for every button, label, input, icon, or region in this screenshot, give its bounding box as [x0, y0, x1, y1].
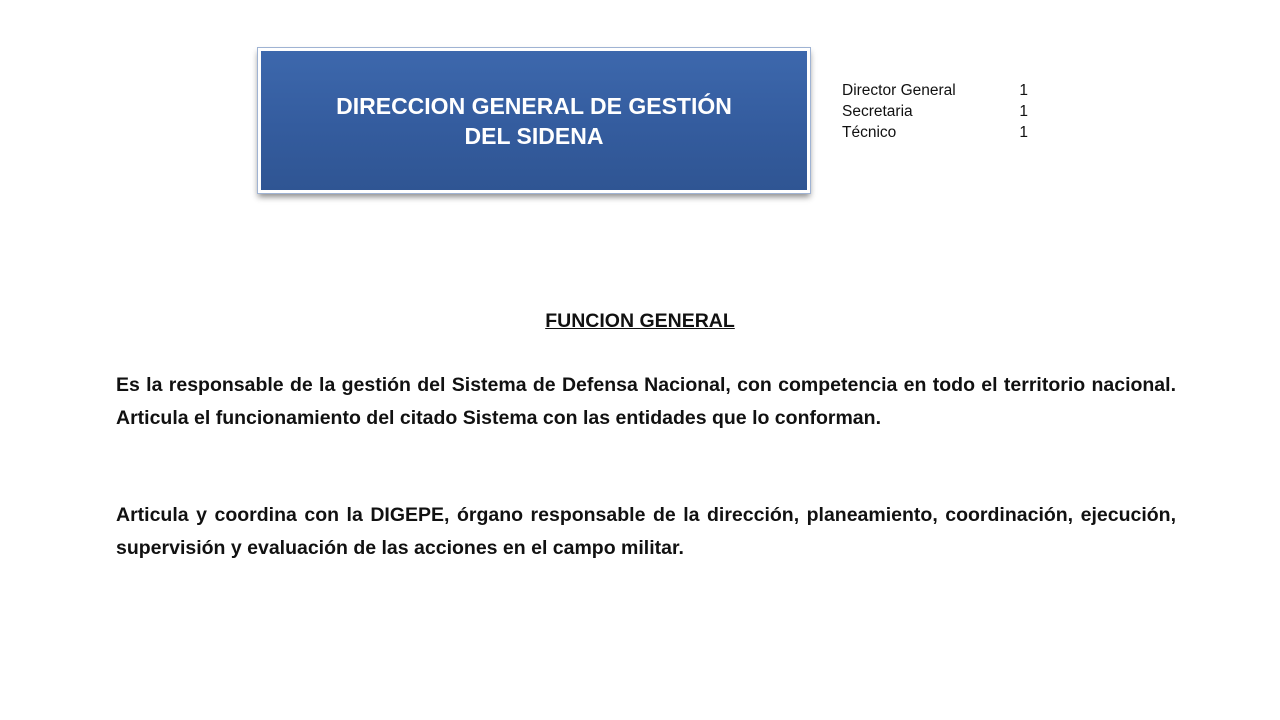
staff-row — [842, 80, 1028, 101]
function-paragraph-2: Articula y coordina con la DIGEPE, órgano responsable de la dirección, planeamiento, coordinación, ejecución, supervisión y evaluación de las acciones en el campo militar. — [116, 504, 1176, 559]
organization-title-line-1: DIRECCION GENERAL DE GESTIÓN — [336, 92, 732, 119]
staff-table — [842, 80, 1028, 143]
organization-title-line-2: DEL SIDENA — [464, 122, 604, 149]
staff-count: 1 — [1019, 103, 1028, 120]
staff-role: Director General — [842, 82, 956, 99]
organization-title-box — [258, 48, 810, 193]
staff-row — [842, 122, 1028, 143]
function-paragraph-1: Es la responsable de la gestión del Sistema de Defensa Nacional, con competencia en todo el territorio nacional. Articula el funcionamiento del citado Sistema con las entidades que lo conforman. — [116, 374, 1176, 429]
staff-count: 1 — [1019, 82, 1028, 99]
staff-count: 1 — [1019, 124, 1028, 141]
staff-row — [842, 101, 1028, 122]
section-heading: FUNCION GENERAL — [545, 310, 735, 332]
staff-role: Técnico — [842, 124, 897, 141]
staff-role: Secretaria — [842, 103, 913, 120]
